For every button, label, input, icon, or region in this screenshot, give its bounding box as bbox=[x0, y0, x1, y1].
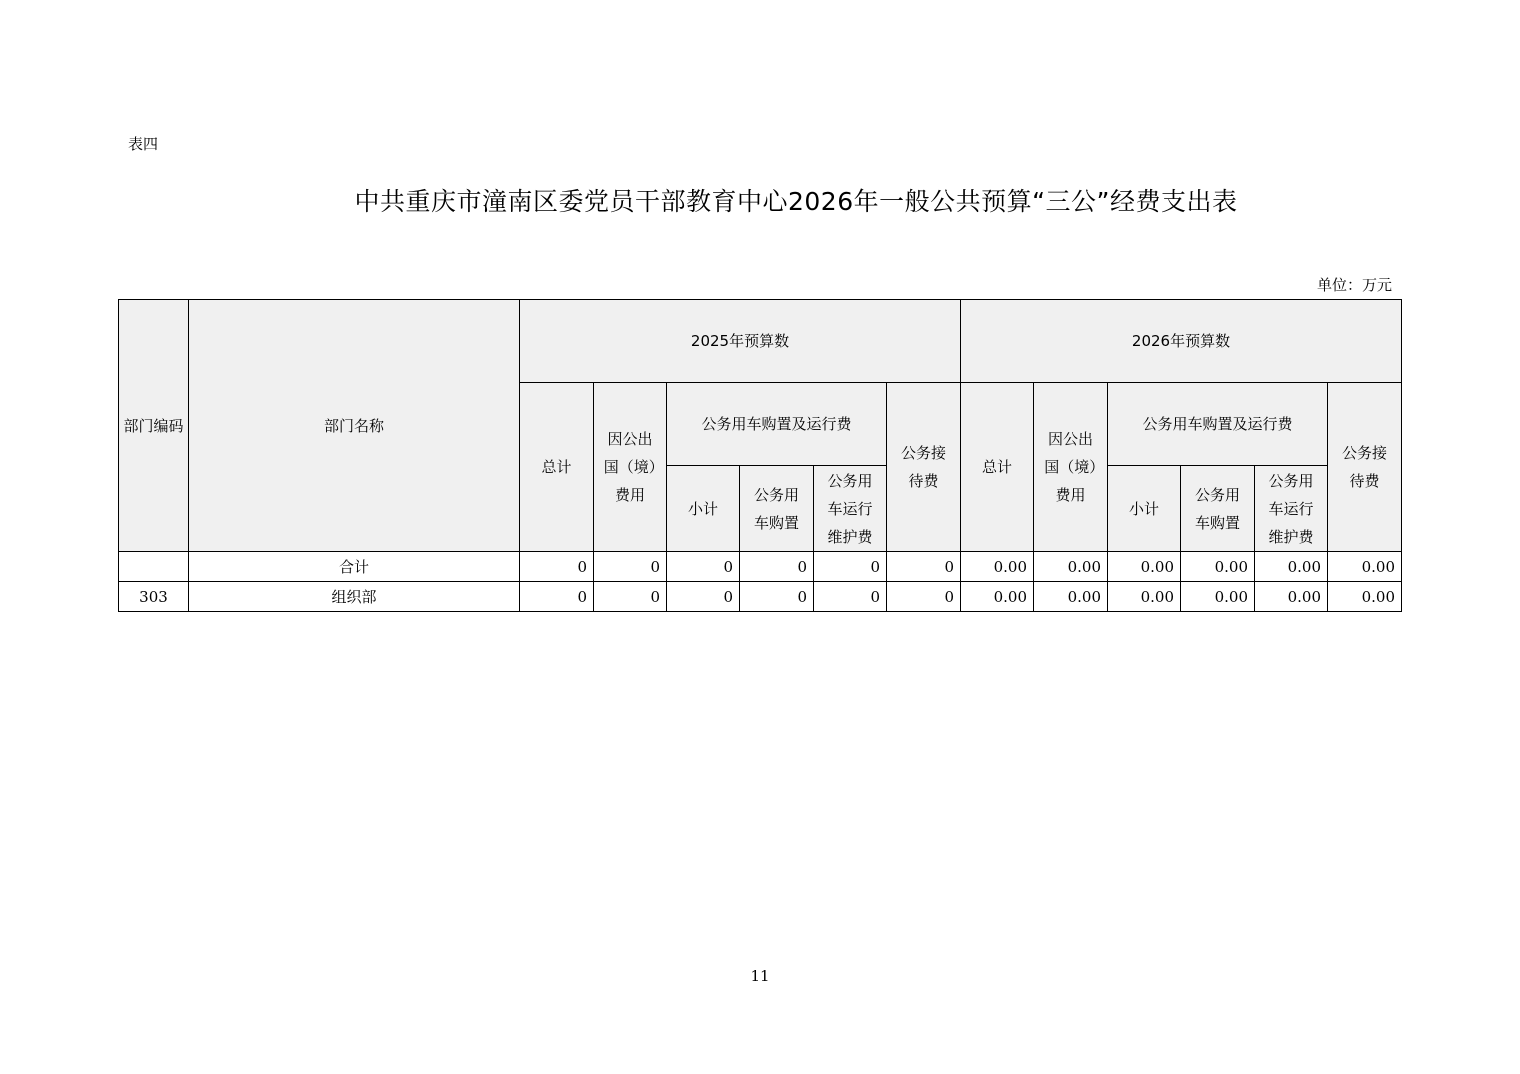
header-dept-code: 部门编码 bbox=[119, 300, 189, 552]
header-2026-abroad: 因公出国（境）费用 bbox=[1034, 383, 1108, 552]
header-2026-subtotal: 小计 bbox=[1108, 466, 1181, 552]
header-2025-budget: 2025年预算数 bbox=[520, 300, 961, 383]
header-2025-vehicle-maintenance: 公务用车运行维护费 bbox=[814, 466, 887, 552]
cell-dept-name: 合计 bbox=[189, 552, 520, 582]
cell-2025-reception: 0 bbox=[887, 582, 961, 612]
header-2026-vehicle-maintenance: 公务用车运行维护费 bbox=[1255, 466, 1328, 552]
cell-2025-vehicle-purchase: 0 bbox=[740, 552, 814, 582]
header-2025-total: 总计 bbox=[520, 383, 594, 552]
cell-2025-vehicle-maintenance: 0 bbox=[814, 552, 887, 582]
cell-2026-vehicle-subtotal: 0.00 bbox=[1108, 582, 1181, 612]
header-2025-vehicle: 公务用车购置及运行费 bbox=[667, 383, 887, 466]
cell-2025-vehicle-purchase: 0 bbox=[740, 582, 814, 612]
header-2026-budget: 2026年预算数 bbox=[961, 300, 1402, 383]
header-2026-vehicle: 公务用车购置及运行费 bbox=[1108, 383, 1328, 466]
cell-2026-vehicle-subtotal: 0.00 bbox=[1108, 552, 1181, 582]
header-2026-reception: 公务接待费 bbox=[1328, 383, 1402, 552]
header-2026-total: 总计 bbox=[961, 383, 1034, 552]
table-label: 表四 bbox=[128, 135, 159, 153]
cell-2026-vehicle-purchase: 0.00 bbox=[1181, 552, 1255, 582]
cell-2025-vehicle-maintenance: 0 bbox=[814, 582, 887, 612]
budget-table bbox=[118, 299, 1402, 612]
cell-2026-reception: 0.00 bbox=[1328, 582, 1402, 612]
cell-2025-abroad: 0 bbox=[594, 582, 667, 612]
cell-2025-abroad: 0 bbox=[594, 552, 667, 582]
cell-2026-vehicle-maintenance: 0.00 bbox=[1255, 582, 1328, 612]
table-row bbox=[119, 582, 1402, 612]
cell-2026-total: 0.00 bbox=[961, 582, 1034, 612]
header-2025-subtotal: 小计 bbox=[667, 466, 740, 552]
cell-2026-abroad: 0.00 bbox=[1034, 582, 1108, 612]
cell-2026-abroad: 0.00 bbox=[1034, 552, 1108, 582]
cell-2026-reception: 0.00 bbox=[1328, 552, 1402, 582]
cell-2026-vehicle-purchase: 0.00 bbox=[1181, 582, 1255, 612]
unit-label: 单位：万元 bbox=[1316, 276, 1392, 294]
cell-2025-total: 0 bbox=[520, 582, 594, 612]
page-number: 11 bbox=[750, 967, 770, 985]
cell-2025-reception: 0 bbox=[887, 552, 961, 582]
cell-2026-vehicle-maintenance: 0.00 bbox=[1255, 552, 1328, 582]
cell-2025-vehicle-subtotal: 0 bbox=[667, 582, 740, 612]
cell-2026-total: 0.00 bbox=[961, 552, 1034, 582]
header-2025-reception: 公务接待费 bbox=[887, 383, 961, 552]
header-2025-vehicle-purchase: 公务用车购置 bbox=[740, 466, 814, 552]
header-2025-abroad: 因公出国（境）费用 bbox=[594, 383, 667, 552]
header-2026-vehicle-purchase: 公务用车购置 bbox=[1181, 466, 1255, 552]
cell-2025-total: 0 bbox=[520, 552, 594, 582]
cell-2025-vehicle-subtotal: 0 bbox=[667, 552, 740, 582]
document-title: 中共重庆市潼南区委党员干部教育中心2026年一般公共预算“三公”经费支出表 bbox=[354, 187, 1238, 216]
cell-dept-name: 组织部 bbox=[189, 582, 520, 612]
header-dept-name: 部门名称 bbox=[189, 300, 520, 552]
table-row-total bbox=[119, 552, 1402, 582]
cell-dept-code: 303 bbox=[119, 582, 189, 612]
cell-dept-code bbox=[119, 552, 189, 582]
